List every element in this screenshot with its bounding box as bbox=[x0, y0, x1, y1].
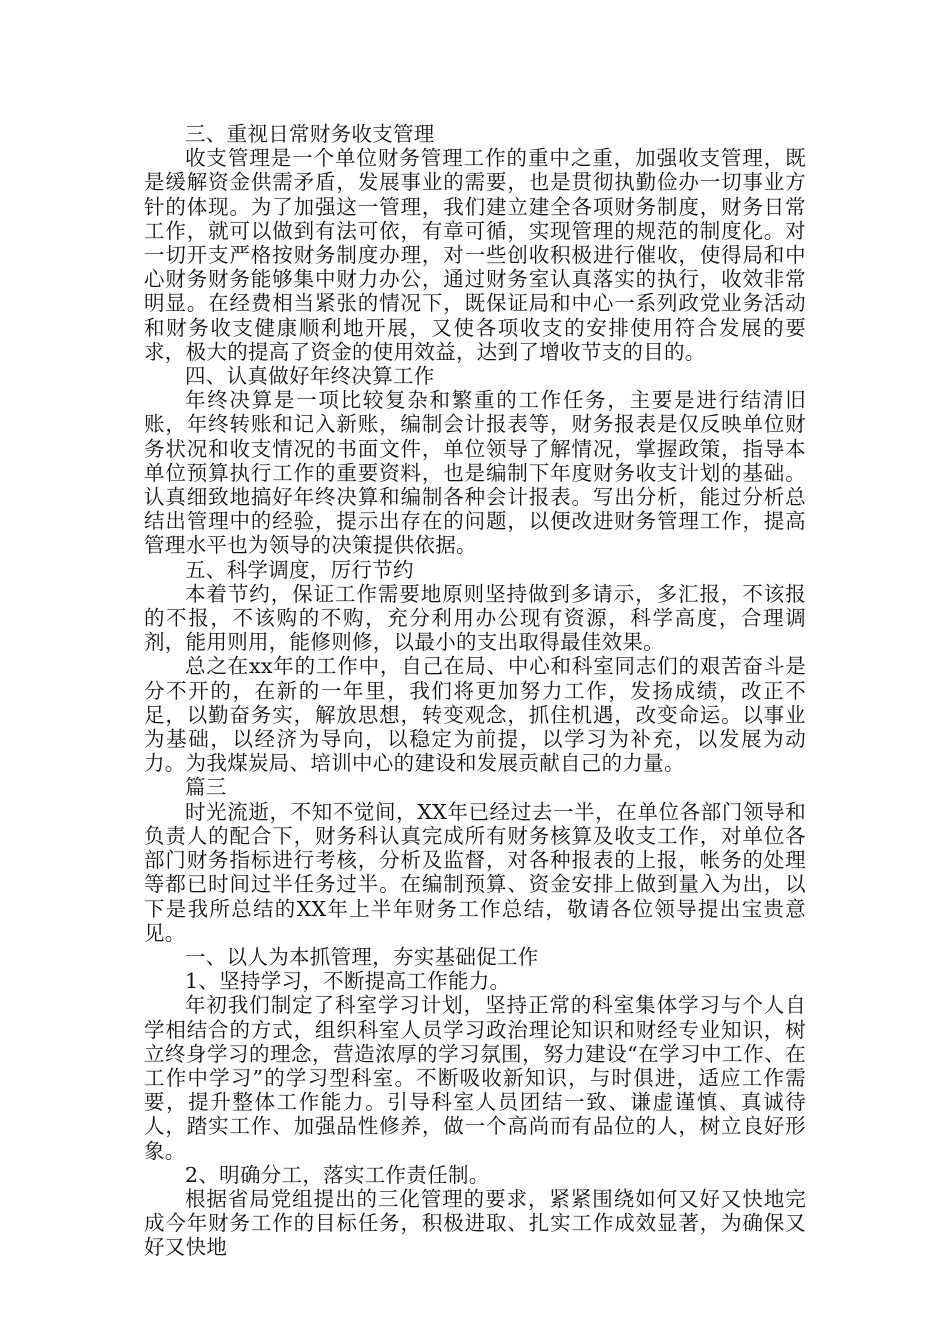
part-heading: 篇三 bbox=[185, 775, 227, 800]
body-paragraph: 根据省局党组提出的三化管理的要求，紧紧围绕如何又好又快地完成今年财务工作的目标任务，积极进取、扎实工作成效显著，为确保又好又快地 bbox=[144, 1186, 806, 1260]
section-heading: 五、科学调度，厉行节约 bbox=[185, 557, 414, 582]
section-heading: 三、重视日常财务收支管理 bbox=[185, 122, 435, 146]
subsection-heading: 1、坚持学习，不断提高工作能力。 bbox=[185, 969, 511, 994]
body-paragraph: 总之在xx年的工作中，自己在局、中心和科室同志们的艰苦奋斗是分不开的，在新的一年里，我们将更加努力工作，发扬成绩，改正不足，以勤奋务实，解放思想，转变观念，抓住机遇，改变命运。以事业为基础，以经济为导向，以稳定为前提，以学习为补充，以发展为动力。为我煤炭局、培训中心的建设和发展贡献自己的力量。 bbox=[144, 654, 806, 776]
section-heading: 一、以人为本抓管理，夯实基础促工作 bbox=[185, 944, 539, 969]
subsection-heading: 2、明确分工，落实工作责任制。 bbox=[185, 1162, 490, 1187]
section-heading: 四、认真做好年终决算工作 bbox=[185, 364, 435, 389]
body-paragraph: 收支管理是一个单位财务管理工作的重中之重，加强收支管理，既是缓解资金供需矛盾，发展事业的需要，也是贯彻执勤俭办一切事业方针的体现。为了加强这一管理，我们建立建全各项财务制度，财务日常工作，就可以做到有法可依，有章可循，实现管理的规范的制度化。对一切开支严格按财务制度办理，对一些创收积极进行催收，使得局和中心财务财务能够集中财力办公，通过财务室认真落实的执行，收效非常明显。在经费相当紧张的情况下，既保证局和中心一系列政党业务活动和财务收支健康顺利地开展，又使各项收支的安排使用符合发展的要求，极大的提高了资金的使用效益，达到了增收节支的目的。 bbox=[144, 146, 806, 364]
body-paragraph: 本着节约，保证工作需要地原则坚持做到多请示，多汇报，不该报的不报，不该购的不购，充分利用办公现有资源，科学高度，合理调剂，能用则用，能修则修，以最小的支出取得最佳效果。 bbox=[144, 581, 806, 655]
body-paragraph: 年初我们制定了科室学习计划，坚持正常的科室集体学习与个人自学相结合的方式，组织科室人员学习政治理论知识和财经专业知识，树立终身学习的理念，营造浓厚的学习氛围，努力建设“在学习中工作、在工作中学习”的学习型科室。不断吸收新知识，与时俱进，适应工作需要，提升整体工作能力。引导科室人员团结一致、谦虚谨慎、真诚待人，踏实工作、加强品性修养，做一个高尚而有品位的人，树立良好形象。 bbox=[144, 993, 806, 1163]
document-page bbox=[144, 122, 806, 1260]
body-paragraph: 年终决算是一项比较复杂和繁重的工作任务，主要是进行结清旧账，年终转账和记入新账，编制会计报表等，财务报表是仅反映单位财务状况和收支情况的书面文件，单位领导了解情况，掌握政策，指导本单位预算执行工作的重要资料，也是编制下年度财务收支计划的基础。认真细致地搞好年终决算和编制各种会计报表。写出分析，能过分析总结出管理中的经验，提示出存在的问题，以便改进财务管理工作，提高管理水平也为领导的决策提供依据。 bbox=[144, 388, 806, 558]
body-paragraph: 时光流逝，不知不觉间，XX年已经过去一半，在单位各部门领导和负责人的配合下，财务科认真完成所有财务核算及收支工作，对单位各部门财务指标进行考核，分析及监督，对各种报表的上报，帐务的处理等都已时间过半任务过半。在编制预算、资金安排上做到量入为出，以下是我所总结的XX年上半年财务工作总结，敬请各位领导提出宝贵意见。 bbox=[144, 799, 806, 945]
